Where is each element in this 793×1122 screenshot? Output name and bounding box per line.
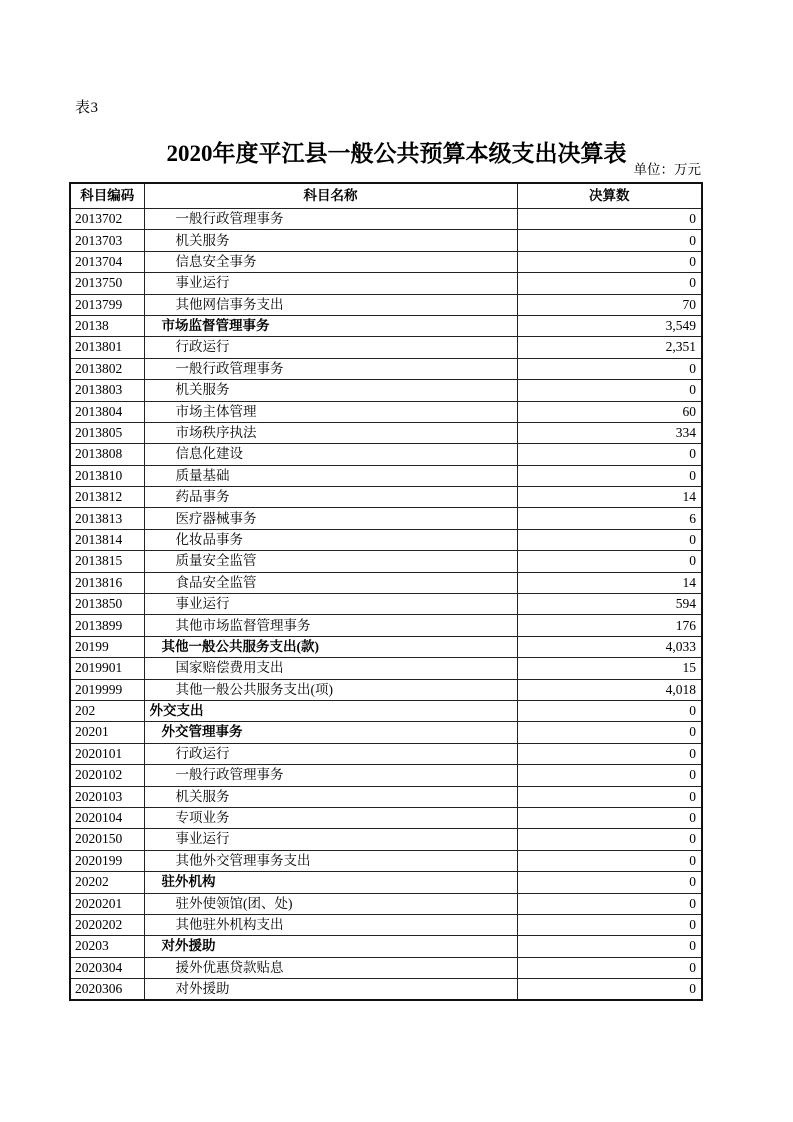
- table-row: [70, 337, 702, 358]
- final-amount-cell: 0: [517, 957, 702, 978]
- subject-name-cell: 行政运行: [144, 743, 517, 764]
- subject-name-cell: 食品安全监管: [144, 572, 517, 593]
- table-row: [70, 893, 702, 914]
- final-amount-cell: 0: [517, 807, 702, 828]
- table-row: [70, 487, 702, 508]
- final-amount-cell: 6: [517, 508, 702, 529]
- subject-name-cell: 其他一般公共服务支出(项): [144, 679, 517, 700]
- final-amount-cell: 14: [517, 487, 702, 508]
- subject-name-cell: 质量基础: [144, 465, 517, 486]
- subject-code-cell: 2013702: [70, 209, 144, 230]
- subject-name-cell: 一般行政管理事务: [144, 209, 517, 230]
- table-row: [70, 765, 702, 786]
- table-row: [70, 209, 702, 230]
- subject-name-cell: 其他一般公共服务支出(款): [144, 636, 517, 657]
- subject-code-cell: 2020150: [70, 829, 144, 850]
- final-amount-cell: 0: [517, 273, 702, 294]
- subject-code-cell: 20138: [70, 315, 144, 336]
- subject-name-cell: 机关服务: [144, 230, 517, 251]
- subject-name-cell: 其他外交管理事务支出: [144, 850, 517, 871]
- subject-name-cell: 事业运行: [144, 273, 517, 294]
- final-amount-cell: 0: [517, 765, 702, 786]
- table-row: [70, 786, 702, 807]
- final-amount-cell: 2,351: [517, 337, 702, 358]
- table-row: [70, 936, 702, 957]
- table-row: [70, 850, 702, 871]
- subject-code-cell: 2020102: [70, 765, 144, 786]
- subject-code-cell: 2013804: [70, 401, 144, 422]
- subject-code-cell: 2013808: [70, 444, 144, 465]
- table-row: [70, 979, 702, 1001]
- final-amount-cell: 0: [517, 936, 702, 957]
- subject-name-cell: 对外援助: [144, 979, 517, 1001]
- subject-code-cell: 2020304: [70, 957, 144, 978]
- subject-code-cell: 2013816: [70, 572, 144, 593]
- table-number-label: 表3: [75, 100, 99, 116]
- subject-code-cell: 2013802: [70, 358, 144, 379]
- budget-table: [69, 182, 703, 1001]
- final-amount-cell: 176: [517, 615, 702, 636]
- subject-code-cell: 20201: [70, 722, 144, 743]
- subject-code-cell: 2013899: [70, 615, 144, 636]
- table-row: [70, 957, 702, 978]
- header-row: [70, 183, 702, 209]
- table-row: [70, 807, 702, 828]
- final-amount-cell: 0: [517, 551, 702, 572]
- subject-code-cell: 20199: [70, 636, 144, 657]
- table-row: [70, 700, 702, 721]
- subject-name-cell: 事业运行: [144, 829, 517, 850]
- subject-name-cell: 其他市场监督管理事务: [144, 615, 517, 636]
- table-row: [70, 743, 702, 764]
- table-row: [70, 829, 702, 850]
- table-row: [70, 465, 702, 486]
- subject-code-cell: 2013850: [70, 594, 144, 615]
- column-header-subject-name: 科目名称: [144, 183, 517, 209]
- subject-code-cell: 2020201: [70, 893, 144, 914]
- subject-code-cell: 2013815: [70, 551, 144, 572]
- subject-code-cell: 2013805: [70, 422, 144, 443]
- subject-code-cell: 2020202: [70, 914, 144, 935]
- subject-code-cell: 20202: [70, 872, 144, 893]
- subject-name-cell: 外交管理事务: [144, 722, 517, 743]
- final-amount-cell: 0: [517, 358, 702, 379]
- table-row: [70, 636, 702, 657]
- final-amount-cell: 0: [517, 251, 702, 272]
- final-amount-cell: 0: [517, 786, 702, 807]
- subject-code-cell: 2020103: [70, 786, 144, 807]
- subject-name-cell: 专项业务: [144, 807, 517, 828]
- table-row: [70, 551, 702, 572]
- final-amount-cell: 0: [517, 914, 702, 935]
- table-row: [70, 315, 702, 336]
- table-row: [70, 615, 702, 636]
- subject-code-cell: 2020199: [70, 850, 144, 871]
- subject-name-cell: 质量安全监管: [144, 551, 517, 572]
- subject-name-cell: 一般行政管理事务: [144, 358, 517, 379]
- subject-code-cell: 2013812: [70, 487, 144, 508]
- final-amount-cell: 0: [517, 850, 702, 871]
- subject-code-cell: 2013704: [70, 251, 144, 272]
- subject-name-cell: 对外援助: [144, 936, 517, 957]
- final-amount-cell: 0: [517, 893, 702, 914]
- final-amount-cell: 14: [517, 572, 702, 593]
- subject-name-cell: 其他网信事务支出: [144, 294, 517, 315]
- subject-code-cell: 2013814: [70, 529, 144, 550]
- table-row: [70, 872, 702, 893]
- table-row: [70, 679, 702, 700]
- subject-name-cell: 市场秩序执法: [144, 422, 517, 443]
- subject-code-cell: 2019901: [70, 658, 144, 679]
- final-amount-cell: 0: [517, 700, 702, 721]
- final-amount-cell: 0: [517, 743, 702, 764]
- subject-name-cell: 一般行政管理事务: [144, 765, 517, 786]
- final-amount-cell: 0: [517, 979, 702, 1001]
- subject-name-cell: 事业运行: [144, 594, 517, 615]
- table-row: [70, 422, 702, 443]
- subject-code-cell: 2020104: [70, 807, 144, 828]
- subject-name-cell: 驻外使领馆(团、处): [144, 893, 517, 914]
- final-amount-cell: 0: [517, 380, 702, 401]
- subject-name-cell: 信息化建设: [144, 444, 517, 465]
- final-amount-cell: 0: [517, 230, 702, 251]
- final-amount-cell: 3,549: [517, 315, 702, 336]
- final-amount-cell: 0: [517, 465, 702, 486]
- final-amount-cell: 594: [517, 594, 702, 615]
- table-row: [70, 572, 702, 593]
- final-amount-cell: 60: [517, 401, 702, 422]
- table-row: [70, 230, 702, 251]
- subject-code-cell: 2013799: [70, 294, 144, 315]
- table-body: [70, 209, 702, 1001]
- subject-code-cell: 202: [70, 700, 144, 721]
- subject-code-cell: 2013703: [70, 230, 144, 251]
- final-amount-cell: 4,018: [517, 679, 702, 700]
- subject-name-cell: 外交支出: [144, 700, 517, 721]
- subject-name-cell: 国家赔偿费用支出: [144, 658, 517, 679]
- table-row: [70, 508, 702, 529]
- subject-name-cell: 机关服务: [144, 380, 517, 401]
- unit-note: 单位：万元: [633, 162, 701, 177]
- subject-code-cell: 2020306: [70, 979, 144, 1001]
- final-amount-cell: 4,033: [517, 636, 702, 657]
- subject-code-cell: 2013801: [70, 337, 144, 358]
- final-amount-cell: 0: [517, 872, 702, 893]
- subject-code-cell: 2013750: [70, 273, 144, 294]
- table-row: [70, 444, 702, 465]
- final-amount-cell: 0: [517, 529, 702, 550]
- subject-name-cell: 信息安全事务: [144, 251, 517, 272]
- table-row: [70, 294, 702, 315]
- table-row: [70, 914, 702, 935]
- subject-code-cell: 2013803: [70, 380, 144, 401]
- final-amount-cell: 0: [517, 722, 702, 743]
- table-row: [70, 658, 702, 679]
- table-row: [70, 273, 702, 294]
- page-title: 2020年度平江县一般公共预算本级支出决算表: [166, 141, 627, 167]
- subject-name-cell: 医疗器械事务: [144, 508, 517, 529]
- final-amount-cell: 0: [517, 444, 702, 465]
- subject-name-cell: 药品事务: [144, 487, 517, 508]
- table-row: [70, 251, 702, 272]
- final-amount-cell: 70: [517, 294, 702, 315]
- subject-code-cell: 2019999: [70, 679, 144, 700]
- subject-name-cell: 其他驻外机构支出: [144, 914, 517, 935]
- subject-code-cell: 20203: [70, 936, 144, 957]
- table-row: [70, 401, 702, 422]
- subject-name-cell: 援外优惠贷款贴息: [144, 957, 517, 978]
- subject-name-cell: 市场主体管理: [144, 401, 517, 422]
- subject-name-cell: 化妆品事务: [144, 529, 517, 550]
- final-amount-cell: 15: [517, 658, 702, 679]
- subject-code-cell: 2013810: [70, 465, 144, 486]
- column-header-subject-code: 科目编码: [70, 183, 144, 209]
- column-header-final-amount: 决算数: [517, 183, 702, 209]
- subject-code-cell: 2020101: [70, 743, 144, 764]
- table-row: [70, 722, 702, 743]
- table-row: [70, 358, 702, 379]
- subject-name-cell: 市场监督管理事务: [144, 315, 517, 336]
- table-row: [70, 529, 702, 550]
- subject-name-cell: 行政运行: [144, 337, 517, 358]
- table-row: [70, 380, 702, 401]
- final-amount-cell: 0: [517, 209, 702, 230]
- table-row: [70, 594, 702, 615]
- final-amount-cell: 334: [517, 422, 702, 443]
- subject-name-cell: 机关服务: [144, 786, 517, 807]
- subject-code-cell: 2013813: [70, 508, 144, 529]
- final-amount-cell: 0: [517, 829, 702, 850]
- subject-name-cell: 驻外机构: [144, 872, 517, 893]
